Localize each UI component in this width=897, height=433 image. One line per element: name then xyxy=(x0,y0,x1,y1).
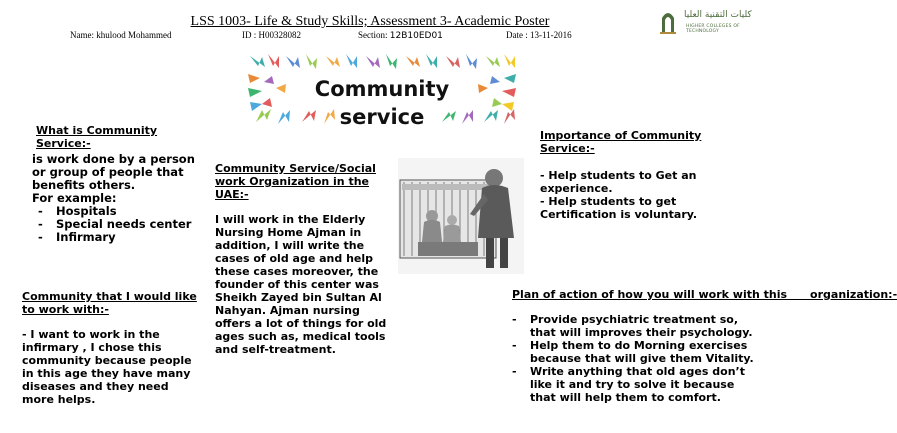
what-is-heading: What is Community Service:- xyxy=(36,124,158,150)
importance-heading: Importance of Community Service:- xyxy=(540,129,702,155)
elderly-care-photo xyxy=(398,158,524,274)
banner-title-line2: service xyxy=(339,105,425,129)
organization-body: I will work in the Elderly Nursing Home Ajman in addition, I will write the cases of old age and help these cases moreover, the founder of this center was Sheikh Zayed bin Sultan Al Nahyan. Ajman nursing offers a lot of things for old ages such as, medical tools and self-treatment. xyxy=(215,213,387,356)
organization-heading: Community Service/Social work Organization in the UAE:- xyxy=(215,162,376,201)
section-label: Section: xyxy=(358,30,388,40)
logo-arabic-text: كليات التقنية العليا xyxy=(684,10,752,20)
community-service-banner xyxy=(246,54,518,129)
poster-title: LSS 1003- Life & Study Skills; Assessment 3- Academic Poster xyxy=(190,14,550,29)
community-work-heading: Community that I would like to work with:- xyxy=(22,290,197,316)
examples-list xyxy=(32,205,202,244)
plan-heading: Plan of action of how you will work with this organization:- xyxy=(512,288,897,301)
banner-title-line1: Community xyxy=(314,77,450,101)
logo-english-text: HIGHER COLLEGES OF TECHNOLOGY xyxy=(686,24,740,34)
what-is-section xyxy=(32,124,202,244)
student-id: ID : H00328082 xyxy=(242,30,301,40)
importance-section xyxy=(540,129,730,221)
example-label: For example: xyxy=(32,191,117,205)
importance-point-1: - Help students to Get an experience. xyxy=(540,169,697,195)
list-item: - Write anything that old ages don’t like it and try to solve it because that will help them to comfort. xyxy=(510,365,760,404)
date-field: Date : 13-11-2016 xyxy=(506,30,572,40)
importance-point-2: - Help students to get Certification is voluntary. xyxy=(540,195,698,221)
student-name: Name: khulood Mohammed xyxy=(70,30,172,40)
organization-section xyxy=(215,162,395,356)
what-is-body: is work done by a person or group of people that benefits others. xyxy=(32,152,195,192)
community-work-section xyxy=(22,290,200,406)
plan-list xyxy=(510,313,760,404)
plan-section xyxy=(510,288,897,404)
list-item: - Help them to do Morning exercises because that will give them Vitality. xyxy=(510,339,760,365)
section-field xyxy=(358,30,443,41)
list-item: - Provide psychiatric treatment so, that will improves their psychology. xyxy=(510,313,760,339)
list-item: - Special needs center xyxy=(32,218,202,231)
list-item: - Hospitals xyxy=(32,205,202,218)
community-work-body: - I want to work in the infirmary , I chose this community because people in this age they have many diseases and they need more helps. xyxy=(22,328,192,406)
section-value: 12B10ED01 xyxy=(389,31,443,41)
list-item: - Infirmary xyxy=(32,231,202,244)
